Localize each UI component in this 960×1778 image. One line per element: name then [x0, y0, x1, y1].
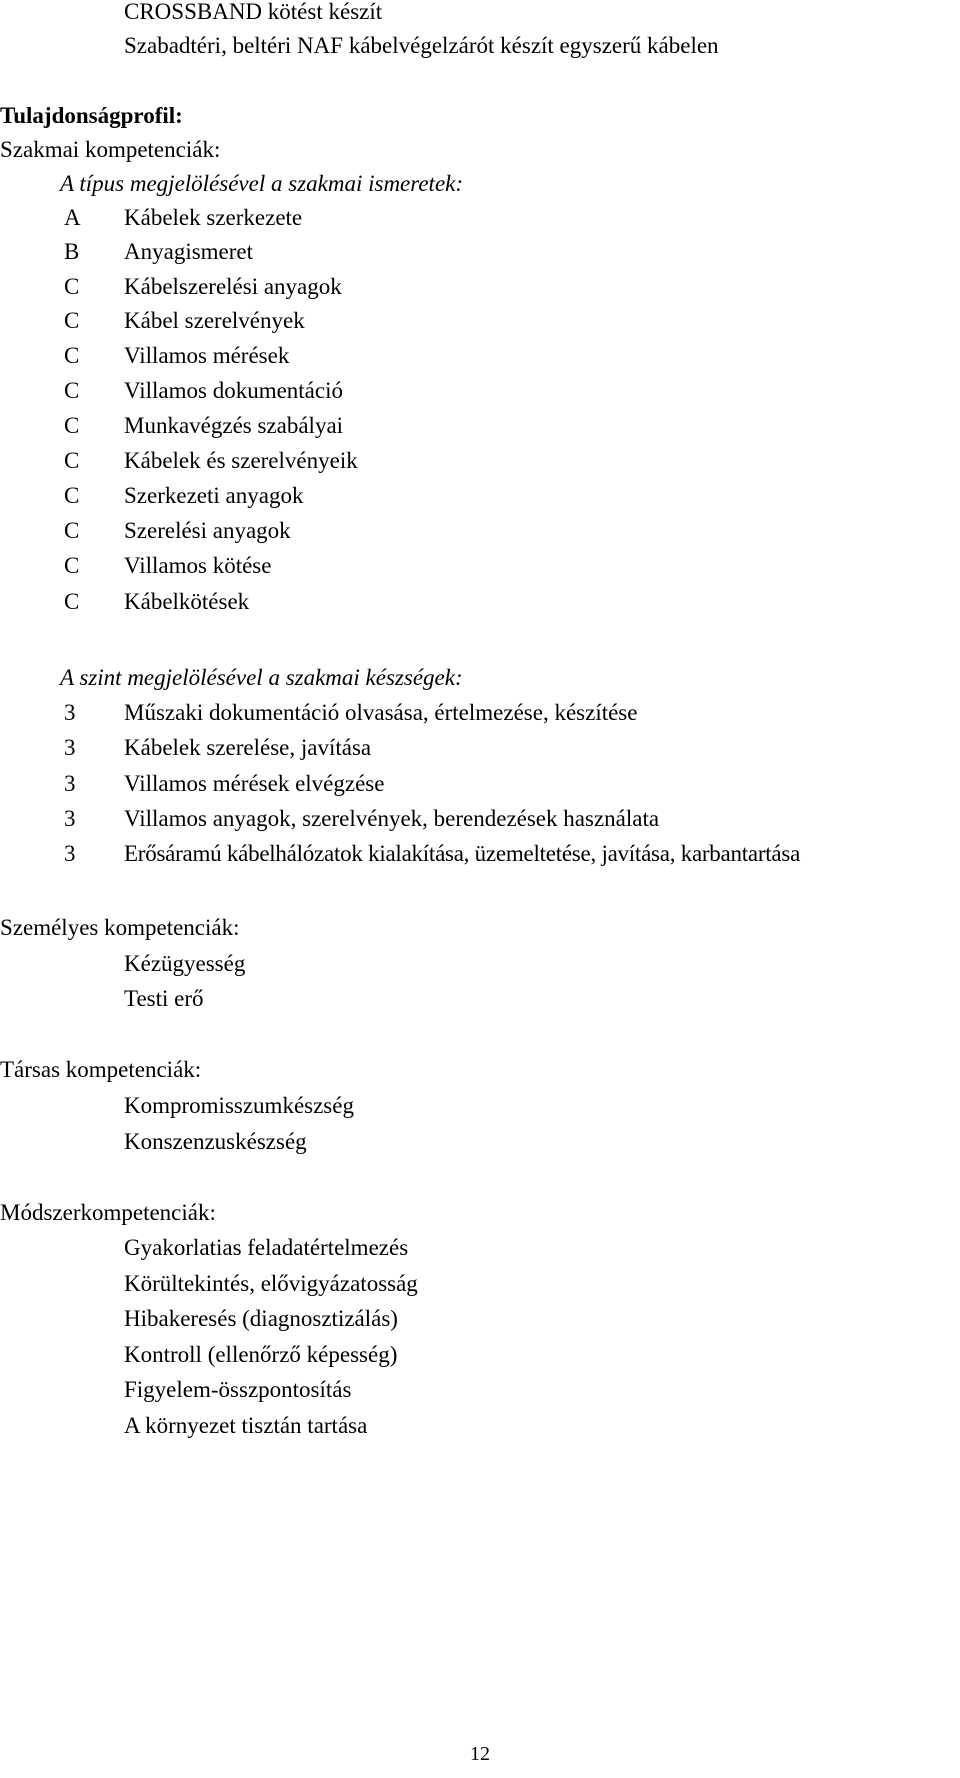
list-item: Kompromisszumkészség: [124, 1093, 354, 1118]
list-item: 3 Erősáramú kábelhálózatok kialakítása, üzemeltetése, javítása, karbantartása: [64, 841, 801, 866]
list-item: C Villamos mérések: [64, 343, 290, 368]
section-label: Társas kompetenciák:: [0, 1057, 202, 1082]
subsection-heading: A szint megjelölésével a szakmai készségek:: [60, 665, 463, 690]
list-item: Konszenzuskészség: [124, 1129, 307, 1154]
section-label: Személyes kompetenciák:: [0, 915, 240, 940]
list-item: C Villamos dokumentáció: [64, 378, 343, 403]
list-item: Kézügyesség: [124, 951, 246, 976]
section-title: Tulajdonságprofil:: [0, 103, 183, 128]
list-item: C Kábelkötések: [64, 589, 250, 614]
list-item: A Kábelek szerkezete: [64, 205, 303, 230]
list-item: C Szerelési anyagok: [64, 518, 291, 543]
list-item: C Villamos kötése: [64, 553, 272, 578]
list-item: C Szerkezeti anyagok: [64, 483, 304, 508]
list-item: 3 Kábelek szerelése, javítása: [64, 735, 372, 760]
document-line: Szabadtéri, beltéri NAF kábelvégelzárót készít egyszerű kábelen: [124, 33, 719, 58]
list-item: Figyelem-összpontosítás: [124, 1377, 352, 1402]
list-item: 3 Műszaki dokumentáció olvasása, értelmezése, készítése: [64, 700, 638, 725]
list-item: C Kábelek és szerelvényeik: [64, 448, 358, 473]
document-line: CROSSBAND kötést készít: [124, 0, 383, 24]
list-item: Hibakeresés (diagnosztizálás): [124, 1306, 398, 1331]
list-item: C Kábelszerelési anyagok: [64, 274, 342, 299]
list-item: 3 Villamos mérések elvégzése: [64, 771, 385, 796]
section-label: Módszerkompetenciák:: [0, 1200, 216, 1225]
section-label: Szakmai kompetenciák:: [0, 137, 221, 162]
list-item: B Anyagismeret: [64, 239, 254, 264]
list-item: Gyakorlatias feladatértelmezés: [124, 1235, 409, 1260]
list-item: A környezet tisztán tartása: [124, 1413, 368, 1438]
list-item: C Kábel szerelvények: [64, 308, 305, 333]
list-item: Körültekintés, elővigyázatosság: [124, 1271, 418, 1296]
list-item: 3 Villamos anyagok, szerelvények, berendezések használata: [64, 806, 660, 831]
subsection-heading: A típus megjelölésével a szakmai ismeretek:: [60, 171, 464, 196]
page-number: 12: [470, 1743, 490, 1765]
list-item: C Munkavégzés szabályai: [64, 413, 344, 438]
list-item: Kontroll (ellenőrző képesség): [124, 1342, 398, 1367]
list-item: Testi erő: [124, 986, 204, 1011]
